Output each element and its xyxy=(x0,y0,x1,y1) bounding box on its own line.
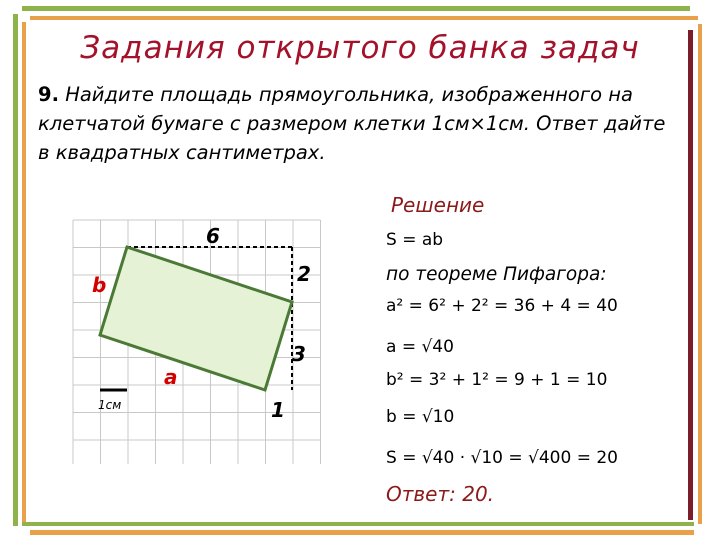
frame-right-dark xyxy=(688,30,693,520)
formula-area: S = ab xyxy=(386,230,444,250)
label-6: 6 xyxy=(206,224,220,248)
slide-title-text: Задания открытого банка задач xyxy=(80,30,640,66)
label-1: 1 xyxy=(271,398,285,422)
frame-bottom-orange xyxy=(30,530,694,535)
label-a: a xyxy=(164,365,178,389)
frame-top-orange xyxy=(30,16,698,20)
frame-bottom-green xyxy=(22,522,694,526)
problem-number: 9. xyxy=(38,83,59,106)
label-3: 3 xyxy=(292,342,306,366)
frame-left-orange xyxy=(22,22,26,526)
formula-b: b = √10 xyxy=(386,407,455,427)
tilted-rectangle xyxy=(100,247,292,390)
answer-text: Ответ: 20. xyxy=(386,482,495,506)
unit-label: 1см xyxy=(98,398,122,412)
problem-text: Найдите площадь прямоугольника, изображенного на клетчатой бумаге с размером клетки 1см×1см. Ответ дайте в квадратных сантиметрах. xyxy=(38,83,666,164)
formula-b-squared: b² = 3² + 1² = 9 + 1 = 10 xyxy=(386,370,608,390)
frame-right-orange xyxy=(698,24,702,524)
slide-title xyxy=(0,30,720,66)
formula-a: a = √40 xyxy=(386,337,454,357)
theorem-label: по теореме Пифагора: xyxy=(386,264,607,285)
problem-statement xyxy=(38,80,668,167)
formula-s-result: S = √40 · √10 = √400 = 20 xyxy=(386,448,618,468)
label-b: b xyxy=(92,273,107,297)
frame-top-green xyxy=(22,6,690,11)
grid-figure xyxy=(70,214,328,464)
frame-left-green xyxy=(13,14,18,526)
solution-label: Решение xyxy=(391,193,485,217)
formula-a-squared: a² = 6² + 2² = 36 + 4 = 40 xyxy=(386,296,618,316)
label-2: 2 xyxy=(297,262,311,286)
